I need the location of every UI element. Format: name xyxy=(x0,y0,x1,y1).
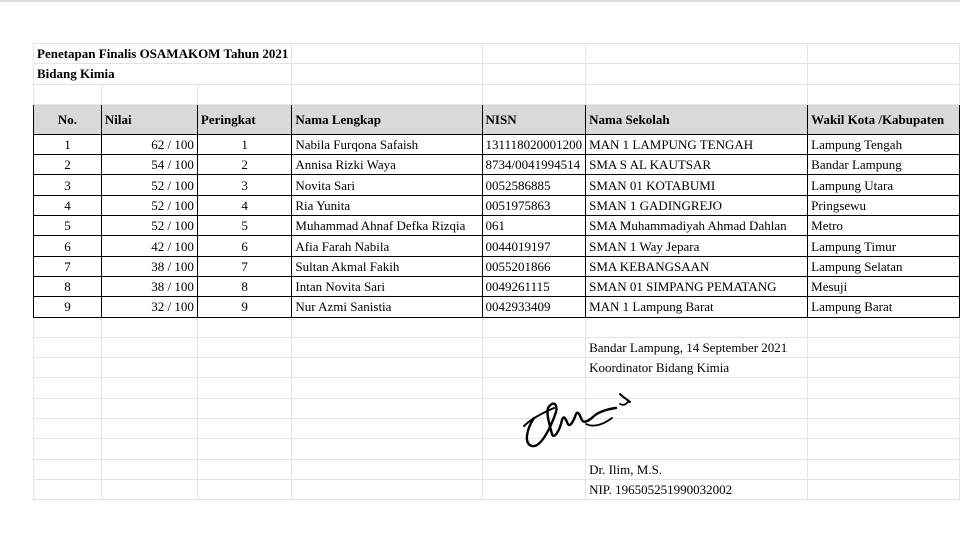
cell-sekolah: SMAN 1 GADINGREJO xyxy=(586,195,808,215)
header-nama: Nama Lengkap xyxy=(292,104,482,134)
cell-sekolah: SMA KEBANGSAAN xyxy=(586,256,808,276)
cell-sekolah: SMA Muhammadiyah Ahmad Dahlan xyxy=(586,216,808,236)
cell-peringkat: 4 xyxy=(197,195,292,215)
cell-wakil: Lampung Tengah xyxy=(808,134,960,154)
header-no: No. xyxy=(34,104,102,134)
cell-sekolah: SMA S AL KAUTSAR xyxy=(586,155,808,175)
cell-sekolah: SMAN 01 KOTABUMI xyxy=(586,175,808,195)
cell-nisn: 8734/0041994514 xyxy=(482,155,586,175)
cell-peringkat: 7 xyxy=(197,256,292,276)
table-row xyxy=(34,276,960,296)
cell-wakil: Mesuji xyxy=(808,276,960,296)
cell-nilai: 38 / 100 xyxy=(101,256,197,276)
cell-nisn: 0042933409 xyxy=(482,297,586,317)
top-border xyxy=(0,0,960,2)
cell-no: 8 xyxy=(34,276,102,296)
table-row xyxy=(34,236,960,256)
cell-no: 9 xyxy=(34,297,102,317)
cell-no: 4 xyxy=(34,195,102,215)
spreadsheet xyxy=(33,43,960,500)
handwritten-signature xyxy=(520,390,635,452)
cell-nama: Nur Azmi Sanistia xyxy=(292,297,482,317)
cell-no: 3 xyxy=(34,175,102,195)
cell-sekolah: MAN 1 Lampung Barat xyxy=(586,297,808,317)
cell-no: 2 xyxy=(34,155,102,175)
table-row xyxy=(34,175,960,195)
signoff-name: Dr. Ilim, M.S. xyxy=(586,459,808,479)
cell-wakil: Lampung Selatan xyxy=(808,256,960,276)
cell-nisn: 0055201866 xyxy=(482,256,586,276)
signoff-place-date: Bandar Lampung, 14 September 2021 xyxy=(586,337,808,357)
cell-nama: Afia Farah Nabila xyxy=(292,236,482,256)
cell-wakil: Pringsewu xyxy=(808,195,960,215)
cell-nilai: 54 / 100 xyxy=(101,155,197,175)
header-wakil: Wakil Kota /Kabupaten xyxy=(808,104,960,134)
table-row xyxy=(34,256,960,276)
cell-sekolah: SMAN 01 SIMPANG PEMATANG xyxy=(586,276,808,296)
cell-wakil: Lampung Barat xyxy=(808,297,960,317)
cell-peringkat: 1 xyxy=(197,134,292,154)
cell-no: 1 xyxy=(34,134,102,154)
cell-nilai: 52 / 100 xyxy=(101,216,197,236)
cell-nilai: 42 / 100 xyxy=(101,236,197,256)
cell-nisn: 0051975863 xyxy=(482,195,586,215)
cell-wakil: Lampung Timur xyxy=(808,236,960,256)
cell-wakil: Bandar Lampung xyxy=(808,155,960,175)
cell-no: 7 xyxy=(34,256,102,276)
cell-sekolah: MAN 1 LAMPUNG TENGAH xyxy=(586,134,808,154)
table-row xyxy=(34,195,960,215)
document-subtitle: Bidang Kimia xyxy=(34,64,292,84)
header-peringkat: Peringkat xyxy=(197,104,292,134)
cell-nisn: 0044019197 xyxy=(482,236,586,256)
cell-nisn: 131118020001200 xyxy=(482,134,586,154)
cell-nisn: 0049261115 xyxy=(482,276,586,296)
cell-nilai: 38 / 100 xyxy=(101,276,197,296)
cell-wakil: Lampung Utara xyxy=(808,175,960,195)
cell-nama: Novita Sari xyxy=(292,175,482,195)
cell-wakil: Metro xyxy=(808,216,960,236)
table-row xyxy=(34,134,960,154)
cell-peringkat: 2 xyxy=(197,155,292,175)
cell-nama: Annisa Rizki Waya xyxy=(292,155,482,175)
cell-nilai: 32 / 100 xyxy=(101,297,197,317)
cell-peringkat: 3 xyxy=(197,175,292,195)
cell-nisn: 0052586885 xyxy=(482,175,586,195)
cell-nama: Intan Novita Sari xyxy=(292,276,482,296)
cell-nilai: 62 / 100 xyxy=(101,134,197,154)
table-row xyxy=(34,297,960,317)
header-sekolah: Nama Sekolah xyxy=(586,104,808,134)
table-row xyxy=(34,155,960,175)
cell-peringkat: 5 xyxy=(197,216,292,236)
header-nilai: Nilai xyxy=(101,104,197,134)
cell-nama: Ria Yunita xyxy=(292,195,482,215)
cell-nama: Muhammad Ahnaf Defka Rizqia xyxy=(292,216,482,236)
document-title: Penetapan Finalis OSAMAKOM Tahun 2021 xyxy=(34,44,292,64)
cell-nilai: 52 / 100 xyxy=(101,195,197,215)
signoff-role: Koordinator Bidang Kimia xyxy=(586,358,808,378)
cell-nilai: 52 / 100 xyxy=(101,175,197,195)
cell-sekolah: SMAN 1 Way Jepara xyxy=(586,236,808,256)
cell-nama: Sultan Akmal Fakih xyxy=(292,256,482,276)
cell-nisn: 061 xyxy=(482,216,586,236)
cell-peringkat: 6 xyxy=(197,236,292,256)
cell-no: 5 xyxy=(34,216,102,236)
cell-no: 6 xyxy=(34,236,102,256)
table-row xyxy=(34,216,960,236)
table-header xyxy=(34,104,960,134)
cell-peringkat: 8 xyxy=(197,276,292,296)
header-nisn: NISN xyxy=(482,104,586,134)
cell-nama: Nabila Furqona Safaish xyxy=(292,134,482,154)
signoff-nip: NIP. 196505251990032002 xyxy=(586,479,808,499)
cell-peringkat: 9 xyxy=(197,297,292,317)
